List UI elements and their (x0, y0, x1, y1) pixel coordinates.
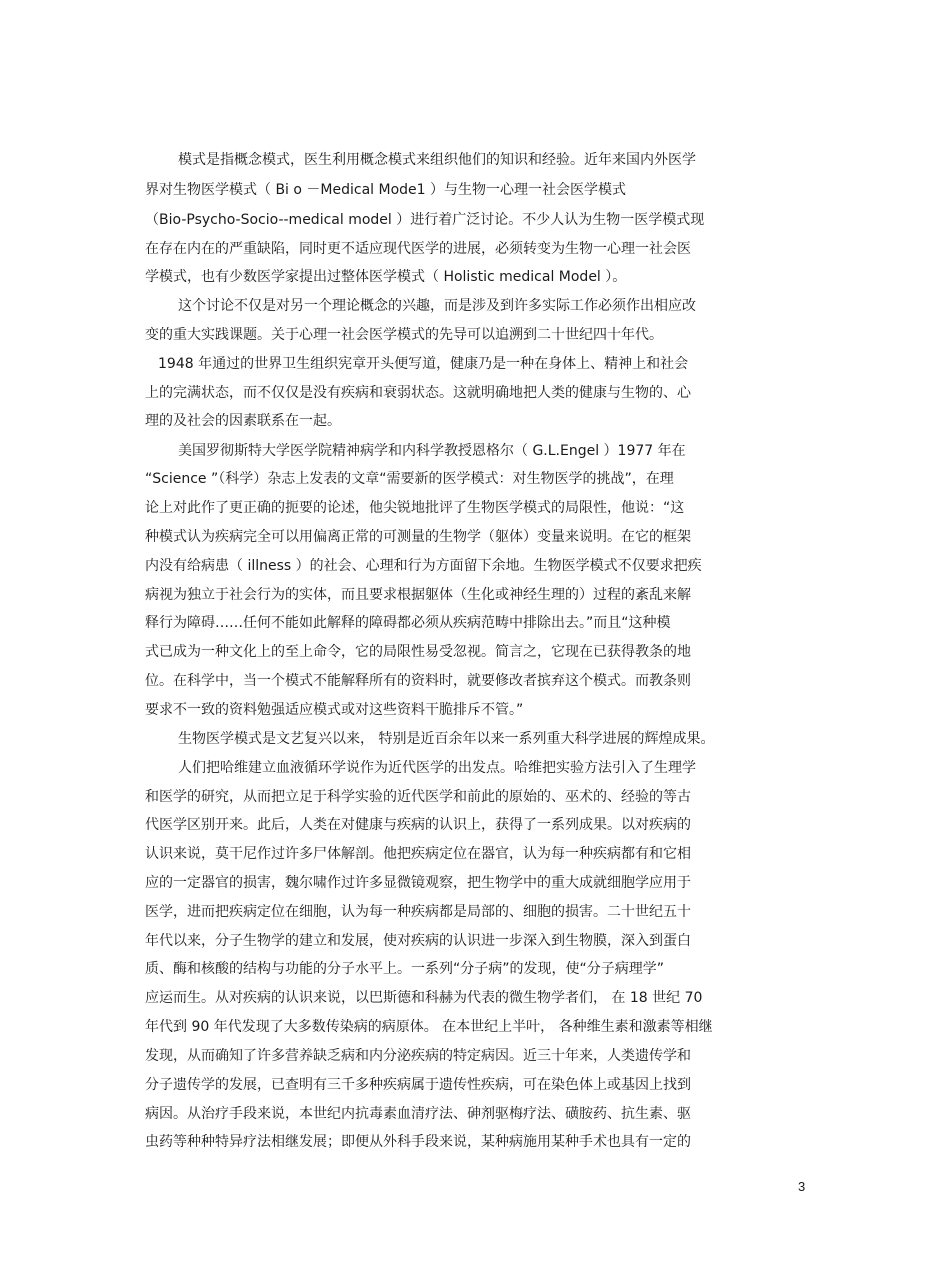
text-line: 病因。从治疗手段来说，本世纪内抗毒素血清疗法、砷剂驱梅疗法、磺胺药、抗生素、驱 (145, 1106, 691, 1122)
text-line: 分子遗传学的发展，已查明有三千多种疾病属于遗传性疾病，可在染色体上或基因上找到 (145, 1077, 691, 1093)
text-line: 论上对此作了更正确的扼要的论述，他尖锐地批评了生物医学模式的局限性，他说：“这 (145, 500, 685, 516)
text-line: 认识来说，莫干尼作过许多尸体解剖。他把疾病定位在器官，认为每一种疾病都有和它相 (145, 846, 691, 862)
text-line: （Bio-Psycho-Socio--medical model ）进行着广泛讨论。不少人认为生物一医学模式现 (145, 212, 705, 228)
text-line: 人们把哈维建立血液循环学说作为近代医学的出发点。哈维把实验方法引入了生理学 (178, 760, 696, 776)
text-line: 病视为独立于社会行为的实体，而且要求根据躯体（生化或神经生理的）过程的紊乱来解 (145, 587, 691, 603)
text-line: 代医学区别开来。此后，人类在对健康与疾病的认识上，获得了一系列成果。以对疾病的 (145, 817, 691, 833)
text-line: 学模式，也有少数医学家提出过整体医学模式（ Holistic medical Model ）。 (145, 269, 627, 285)
text-line: 虫药等种种特异疗法相继发展；即便从外科手段来说，某种病施用某种手术也具有一定的 (145, 1134, 691, 1150)
text-line: 在存在内在的严重缺陷，同时更不适应现代医学的进展，必须转变为生物一心理一社会医 (145, 241, 691, 257)
text-line: 和医学的研究，从而把立足于科学实验的近代医学和前此的原始的、巫术的、经验的等古 (145, 789, 691, 805)
text-line: 这个讨论不仅是对另一个理论概念的兴趣，而是涉及到许多实际工作必须作出相应改 (178, 298, 696, 314)
text-line: 年代到 90 年代发现了大多数传染病的病原体。 在本世纪上半叶， 各种维生素和激素等相继 (145, 1019, 713, 1035)
text-line: 应的一定器官的损害，魏尔啸作过许多显微镜观察，把生物学中的重大成就细胞学应用于 (145, 875, 691, 891)
text-line: 释行为障碍……任何不能如此解释的障碍都必须从疾病范畴中排除出去。”而且“这种模 (145, 615, 671, 631)
text-line: 发现，从而确知了许多营养缺乏病和内分泌疾病的特定病因。近三十年来，人类遗传学和 (145, 1048, 691, 1064)
text-line: 内没有给病患（ illness ）的社会、心理和行为方面留下余地。生物医学模式不仅要求把疾 (145, 558, 702, 574)
text-line: 位。在科学中，当一个模式不能解释所有的资料时，就要修改者摈弃这个模式。而教条则 (145, 673, 691, 689)
text-line: 变的重大实践课题。关于心理一社会医学模式的先导可以追溯到二十世纪四十年代。 (145, 327, 663, 343)
text-line: 美国罗彻斯特大学医学院精神病学和内科学教授恩格尔（ G.L.Engel ）1977 年在 (178, 443, 686, 459)
text-line: 生物医学模式是文艺复兴以来， 特别是近百余年以来一系列重大科学进展的辉煌成果。 (178, 731, 715, 747)
text-line: 年代以来，分子生物学的建立和发展，使对疾病的认识进一步深入到生物膜，深入到蛋白 (145, 933, 691, 949)
text-line: 式已成为一种文化上的至上命令，它的局限性易受忽视。简言之，它现在已获得教条的地 (145, 644, 691, 660)
text-line: 上的完满状态，而不仅仅是没有疾病和衰弱状态。这就明确地把人类的健康与生物的、心 (145, 385, 691, 401)
text-line: 应运而生。从对疾病的认识来说，以巴斯德和科赫为代表的微生物学者们， 在 18 世纪 70 (145, 990, 703, 1006)
text-line: 要求不一致的资料勉强适应模式或对这些资料干脆排斥不管。” (145, 702, 524, 718)
text-line: 种模式认为疾病完全可以用偏离正常的可测量的生物学（躯体）变量来说明。在它的框架 (145, 529, 691, 545)
text-line: “Science ”（科学）杂志上发表的文章“需要新的医学模式：对生物医学的挑战”，在理 (145, 471, 674, 487)
text-line: 理的及社会的因素联系在一起。 (145, 413, 341, 429)
text-line: 1948 年通过的世界卫生组织宪章开头便写道，健康乃是一种在身体上、精神上和社会 (158, 356, 689, 372)
text-line: 医学，进而把疾病定位在细胞，认为每一种疾病都是局部的、细胞的损害。二十世纪五十 (145, 904, 691, 920)
text-line: 界对生物医学模式（ Bi o －Medical Mode1 ）与生物一心理一社会医学模式 (145, 182, 626, 198)
text-line: 质、酶和核酸的结构与功能的分子水平上。一系列“分子病”的发现，使“分子病理学” (145, 961, 665, 977)
page-number: 3 (798, 1179, 806, 1194)
text-line: 模式是指概念模式，医生利用概念模式来组织他们的知识和经验。近年来国内外医学 (178, 152, 696, 168)
